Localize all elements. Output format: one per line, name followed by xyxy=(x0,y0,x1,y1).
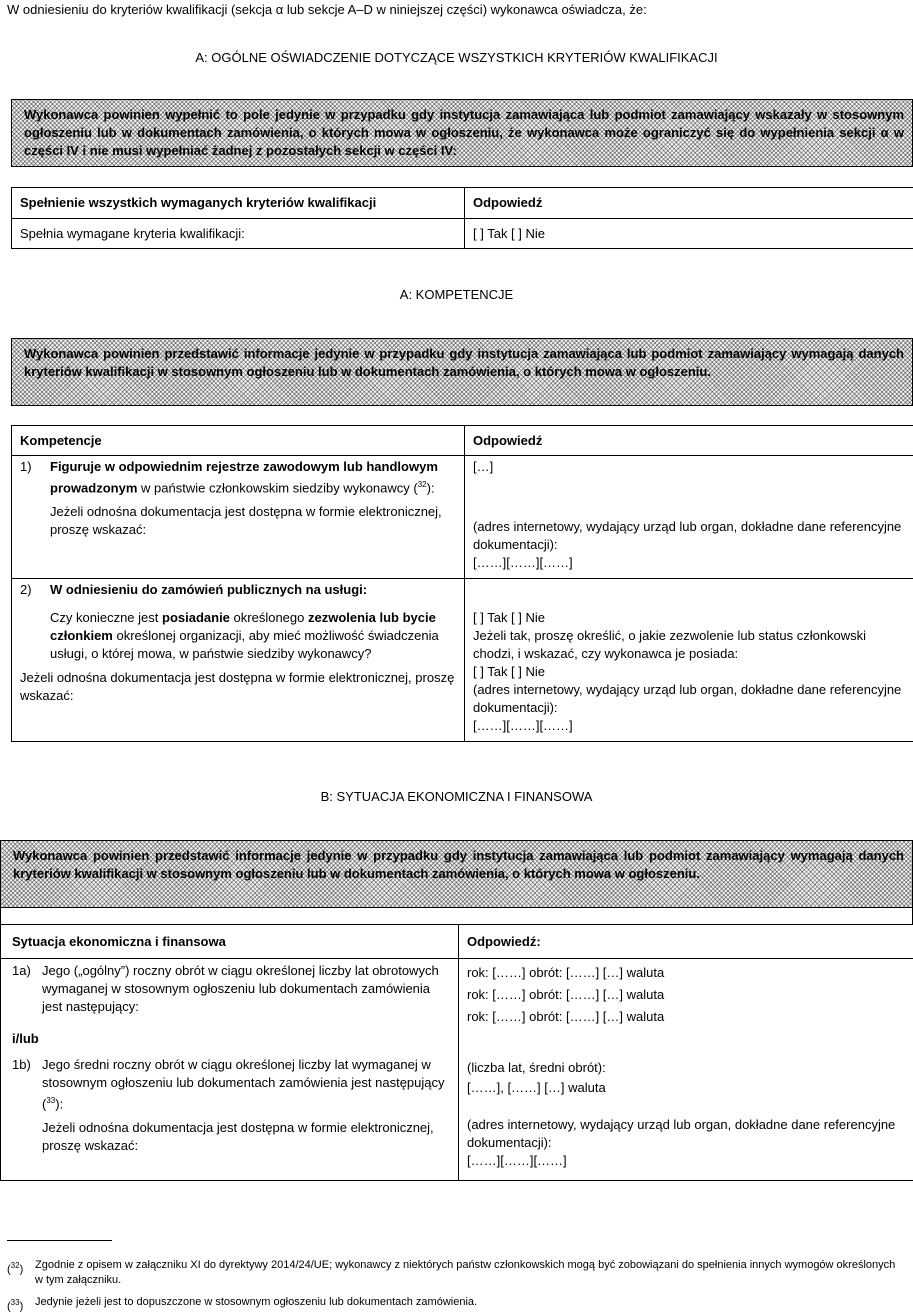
section-a-heading: A: KOMPETENCJE xyxy=(0,287,913,302)
col-header-criteria: Spełnienie wszystkich wymaganych kryteriów kwalifikacji xyxy=(12,188,465,219)
and-or-label: i/lub xyxy=(12,1030,450,1048)
intro-text: W odniesieniu do kryteriów kwalifikacji (sekcja α lub sekcje A–D w niniejszej części) wykonawca oświadcza, że: xyxy=(7,2,647,17)
turnover-year-row[interactable]: rok: [……] obrót: [……] […] waluta xyxy=(467,984,905,1006)
register-requirement: Figuruje w odpowiednim rejestrze zawodowym lub handlowym prowadzonym xyxy=(50,459,438,495)
competence-item-2 xyxy=(12,579,465,742)
competence-item-1-answer xyxy=(465,456,913,579)
section-alpha-notice-text: Wykonawca powinien wypełnić to pole jedynie w przypadku gdy instytucja zamawiająca lub podmiot zamawiający wskazały w stosownym ogłoszeniu lub w dokumentach zamówienia, o których mowa w ogłoszeniu, że wykonawca może ograniczyć się do wypełnienia sekcji α w części IV i nie musi wypełniać żadnej z pozostałych sekcji w części IV: xyxy=(24,107,904,158)
item-number: 2) xyxy=(20,581,50,599)
section-b-table xyxy=(0,924,913,1181)
criteria-met-label: Spełnia wymagane kryteria kwalifikacji: xyxy=(12,219,465,249)
doc-question: Jeżeli odnośna dokumentacja jest dostępna w formie elektronicznej, proszę wskazać: xyxy=(20,669,456,705)
criteria-met-answer[interactable]: [ ] Tak [ ] Nie xyxy=(465,219,913,249)
financial-answers xyxy=(459,959,913,1181)
average-turnover-label: (liczba lat, średni obrót): xyxy=(467,1058,905,1078)
section-a-table xyxy=(11,425,913,742)
col-header-answer: Odpowiedź: xyxy=(459,925,913,959)
footnote-separator xyxy=(7,1240,112,1241)
footnote-33: ($^{33}$) Jedynie jeżeli jest to dopuszczone w stosownym ogłoszeniu lub dokumentach zamówienia. xyxy=(7,1295,902,1315)
section-a-notice-text: Wykonawca powinien przedstawić informacje jedynie w przypadku gdy instytucja zamawiająca lub podmiot zamawiający wymagają danych kryteriów kwalifikacji w stosownym ogłoszeniu lub w dokumentach zamówienia, o których mowa w ogłoszeniu. xyxy=(24,346,904,379)
financial-items: 1a) Jego („ogólny”) roczny obrót w ciągu określonej liczby lat obrotowych wymaganej w stosownym ogłoszeniu lub dokumentach zamówienia jest następujący: i/lub 1b) Jego średni roczny obrót w ciągu określonej liczby lat wymaganej w stosownym ogłoszeniu lub dokumentach zamówienia jest następujący ($^{33}$): Jeżeli odnośna dokumentacja jest dostępna w formie elektronicznej, proszę wskazać: xyxy=(1,959,459,1181)
section-b-notice xyxy=(0,840,913,908)
section-alpha-notice xyxy=(11,99,913,167)
item-number: 1a) xyxy=(12,962,42,1016)
average-turnover-text: Jego średni roczny obrót w ciągu określonej liczby lat wymaganej w stosownym ogłoszeniu lub dokumentach zamówienia jest następujący ( xyxy=(42,1057,445,1111)
section-alpha-table xyxy=(11,187,913,249)
footnote-mark: 32 xyxy=(11,1261,20,1270)
doc-question: Jeżeli odnośna dokumentacja jest dostępna w formie elektronicznej, proszę wskazać: xyxy=(12,1119,450,1155)
section-alpha-heading: Α: OGÓLNE OŚWIADCZENIE DOTYCZĄCE WSZYSTKICH KRYTERIÓW KWALIFIKACJI xyxy=(0,50,913,65)
license-question: Czy konieczne jest posiadanie określonego zezwolenia lub bycie członkiem określonej organizacji, aby mieć możliwość świadczenia usługi, o której mowa, w państwie siedziby wykonawcy? xyxy=(20,609,456,663)
section-a-notice xyxy=(11,338,913,406)
license-answer[interactable]: [ ] Tak [ ] Nie xyxy=(473,609,905,627)
footnote-mark: 33 xyxy=(11,1298,20,1307)
item-number: 1) xyxy=(20,458,50,497)
register-answer-field[interactable]: […] xyxy=(473,458,905,476)
section-b-spacer-row xyxy=(0,907,913,925)
footnote-text: Jedynie jeżeli jest to dopuszczone w stosownym ogłoszeniu lub dokumentach zamówienia. xyxy=(35,1295,902,1315)
section-b-heading: B: SYTUACJA EKONOMICZNA I FINANSOWA xyxy=(0,789,913,804)
general-turnover-text: Jego („ogólny”) roczny obrót w ciągu określonej liczby lat obrotowych wymaganej w stosownym ogłoszeniu lub dokumentach zamówienia jest następujący: xyxy=(42,962,450,1016)
col-header-answer: Odpowiedź xyxy=(465,188,913,219)
doc-answer-label: (adres internetowy, wydający urząd lub organ, dokładne dane referencyjne dokumentacji): xyxy=(467,1116,905,1152)
license-detail-label: Jeżeli tak, proszę określić, o jakie zezwolenie lub status członkowski chodzi, i wskazać, czy wykonawca je posiada: xyxy=(473,627,905,663)
turnover-year-row[interactable]: rok: [……] obrót: [……] […] waluta xyxy=(467,1006,905,1028)
col-header-answer: Odpowiedź xyxy=(465,426,913,456)
footnote-32: ($^{32}$) Zgodnie z opisem w załączniku XI do dyrektywy 2014/24/UE; wykonawcy z niektórych państw członkowskich mogą być zobowiązani do spełnienia innych wymogów określonych w tym załączniku. xyxy=(7,1258,902,1288)
competence-item-1: 1) Figuruje w odpowiednim rejestrze zawodowym lub handlowym prowadzonym w państwie członkowskim siedziby wykonawcy ($^{32}$): Jeżeli odnośna dokumentacja jest dostępna w formie elektronicznej, proszę wskazać: xyxy=(12,456,465,579)
footnote-ref-33[interactable]: 33 xyxy=(46,1096,55,1105)
doc-answer-field[interactable]: [……][……][……] xyxy=(473,717,905,735)
services-title: W odniesieniu do zamówień publicznych na usługi: xyxy=(50,581,456,599)
competence-item-2-answer xyxy=(465,579,913,742)
footnote-text: Zgodnie z opisem w załączniku XI do dyrektywy 2014/24/UE; wykonawcy z niektórych państw członkowskich mogą być zobowiązani do spełnienia innych wymogów określonych w tym załączniku. xyxy=(35,1258,902,1288)
doc-answer-field[interactable]: [……][……][……] xyxy=(467,1152,905,1170)
doc-answer-field[interactable]: [……][……][……] xyxy=(473,554,905,572)
doc-question: Jeżeli odnośna dokumentacja jest dostępna w formie elektronicznej, proszę wskazać: xyxy=(20,503,456,539)
license-held-answer[interactable]: [ ] Tak [ ] Nie xyxy=(473,663,905,681)
item-number: 1b) xyxy=(12,1056,42,1113)
doc-answer-label: (adres internetowy, wydający urząd lub organ, dokładne dane referencyjne dokumentacji): xyxy=(473,518,905,554)
section-b-notice-text: Wykonawca powinien przedstawić informacje jedynie w przypadku gdy instytucja zamawiająca lub podmiot zamawiający wymagają danych kryteriów kwalifikacji w stosownym ogłoszeniu lub w dokumentach zamówienia, o których mowa w ogłoszeniu. xyxy=(13,848,904,881)
col-header-competence: Kompetencje xyxy=(12,426,465,456)
doc-answer-label: (adres internetowy, wydający urząd lub organ, dokładne dane referencyjne dokumentacji): xyxy=(473,681,905,717)
col-header-financial: Sytuacja ekonomiczna i finansowa xyxy=(1,925,459,959)
footnote-ref-32[interactable]: 32 xyxy=(418,480,427,489)
average-turnover-field[interactable]: [……], [……] […] waluta xyxy=(467,1078,905,1098)
turnover-year-row[interactable]: rok: [……] obrót: [……] […] waluta xyxy=(467,962,905,984)
